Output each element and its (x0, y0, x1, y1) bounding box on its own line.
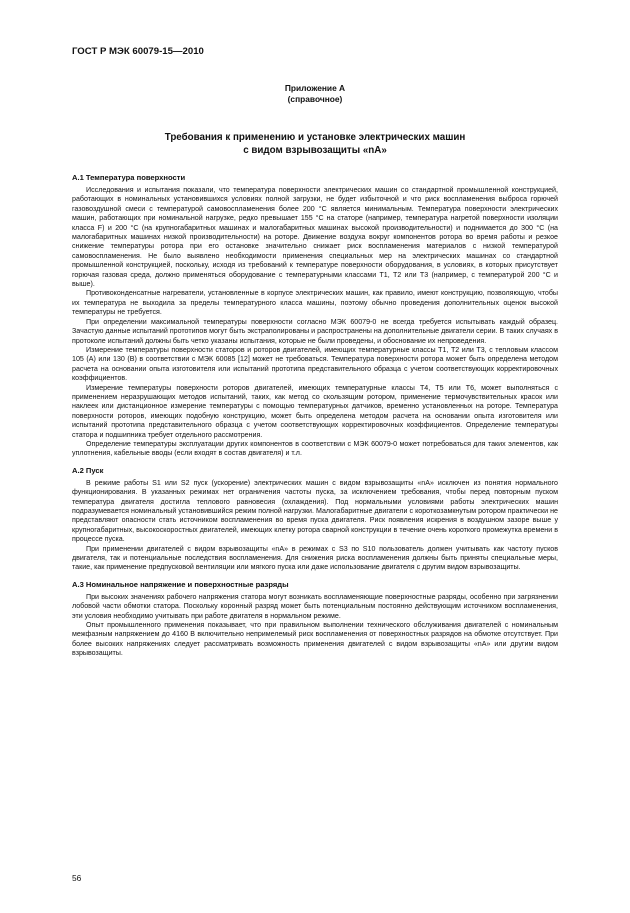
document-title-line1: Требования к применению и установке электрических машин (164, 132, 466, 143)
paragraph: При определении максимальной температуры поверхности согласно МЭК 60079-0 не всегда требуется испытывать каждый образец. Зачастую данные испытаний прототипов могут быть экстраполированы и распространены на дополнительные двигатели серии. В таких случаях в протоколе испытаний должны быть четко указаны испытания, которые не были проведены, и обоснование их непроведения. (72, 317, 558, 345)
annex-title: Приложение А (284, 83, 346, 93)
section-heading: А.1 Температура поверхности (72, 173, 186, 182)
paragraph: Измерение температуры поверхности роторов двигателей, имеющих температурные классы Т4, Т5 или Т6, может выполняться с применением неразрушающих методов испытаний, таких, как метод со скользящим ротором, применение термочувствительных красок или наклеек или дистанционное измерение температуры с помощью температурных датчиков, временно установленных на роторе. Температура поверхности роторов, имеющих подобную конструкцию, может быть определена методом расчета на основании опыта изготовителя или испытаний прототипа представительного образца с учетом соответствующих корректировочных коэффициентов. Определение температуры статора и подшипника требует отдельного рассмотрения. (72, 383, 558, 439)
section-a2 (72, 466, 558, 573)
paragraph: Опыт промышленного применения показывает, что при правильном выполнении технического обслуживания двигателей с номинальным межфазным напряжением до 4160 В включительно непримелемый риск воспламенения от поверхностных разрядов на обмотке отсутствует. При более высоких напряжениях следует рассматривать возможность применения двигателей с видом взрывозащиты «nA» или другим видом взрывозащиты. (72, 621, 558, 658)
annex-subtitle: (справочное) (287, 94, 343, 104)
section-heading: А.3 Номинальное напряжение и поверхностные разряды (72, 579, 289, 589)
paragraph: В режиме работы S1 или S2 пуск (ускорение) электрических машин с видом взрывозащиты «nA» исключен из понятия нормального функционирования. В указанных режимах нет ограничения частоты пуска, за исключением требования, чтобы перед повторным пуском температура двигателя достигла теплового равновесия (охлаждения). Под нормальными условиями работы электрических машин подразумевается номинальный установившийся режим полной нагрузки. Малогабаритные двигатели с короткозамкнутым ротором практически не представляют опасности стать источником воспламенения во время пуска двигателя. Риск появления искрения в воздушном зазоре выше у крупногабаритных, высокоскоростных двигателей, имеющих клетку ротора сварной конструкции в течение очень короткого промежутка времени в процессе пуска. (72, 478, 558, 544)
page-number: 56 (72, 873, 82, 883)
section-a1 (72, 173, 558, 459)
standard-header: ГОСТ Р МЭК 60079-15—2010 (72, 46, 204, 57)
paragraph: Определение температуры эксплуатации других компонентов в соответствии с МЭК 60079-0 может потребоваться для таких элементов, как уплотнения, кабельные вводы (если входят в состав двигателя) и т.л. (72, 439, 558, 458)
section-a3 (72, 580, 558, 659)
document-title-line2: с видом взрывозащиты «nA» (243, 145, 387, 156)
paragraph: Измерение температуры поверхности статоров и роторов двигателей, имеющих температурные классы Т1, Т2 или Т3, с тепловым классом 105 (А) или 130 (В) в соответствии с МЭК 60085 [12] может не требоваться. Температура поверхности ротора может быть определена методом расчета на основании опыта изготовителя или испытаний прототипа представительного образца с учетом соответствующих корректировочных коэффициентов. (72, 345, 558, 383)
paragraph: Противоконденсатные нагреватели, установленные в корпусе электрических машин, как правило, имеют конструкцию, позволяющую, чтобы их температура не выходила за пределы температурного класса машины, поэтому обычно проведения дополнительных оценок высокой температуры не требуется. (72, 289, 558, 317)
paragraph: Исследования и испытания показали, что температура поверхности электрических машин со стандартной промышленной конструкцией, работающих в номинальных установившихся условиях полной загрузки, не будет избыточной и что риск воспламенения выброса горючей газовоздушной смеси с температурой самовоспламенения более 200 °С является минимальным. Температура поверхности электрических машин, работающих при номинальной нагрузке, редко превышает 155 °С на статоре (например, температура нагретой поверхности изоляции класса F) и 200 °С (на крупногабаритных машинах и малогабаритных машинах высокой производительности) и поднимается до 300 °С (на малогабаритных машинах низкой производительности) на роторе. Движение воздуха вокруг компонентов ротора во время работы и резкое снижение температуры ротора при его остановке значительно снижает риск воспламенения материалов с низкой температурой самовоспламенения. Не было выявлено необходимости применения специальных мер на электрических машинах со стандартной промышленной конструкцией, поскольку, исходя из требований к температуре поверхности оборудования, в условиях, в которых присутствует горючая газовая среда, должно применяться оборудование с температурными классами Т1, Т2 или Т3 (например, с температурой 200 °С и выше). (72, 186, 558, 289)
document-title (72, 131, 558, 157)
paragraph: При применении двигателей с видом взрывозащиты «nA» в режимах с S3 по S10 пользователь должен учитывать как частоту пусков двигателя, так и потенциальные последствия воспламенения. Для снижения риска воспламенения должны быть приняты специальные меры, такие, как применение предпусковой вентиляции или мягкого пуска или даже использование двигателя с другим видом взрывозащиты. (72, 544, 558, 572)
paragraph: При высоких значениях рабочего напряжения статора могут возникать воспламеняющие поверхностные разряды, особенно при загрязнении лобовой части обмотки статора. Поскольку коронный разряд может быть потенциальным постоянно действующим источником воспламенения, эти условия необходимо учитывать при работе двигателя в нормальном режиме. (72, 592, 558, 620)
section-heading: А.2 Пуск (72, 465, 104, 475)
